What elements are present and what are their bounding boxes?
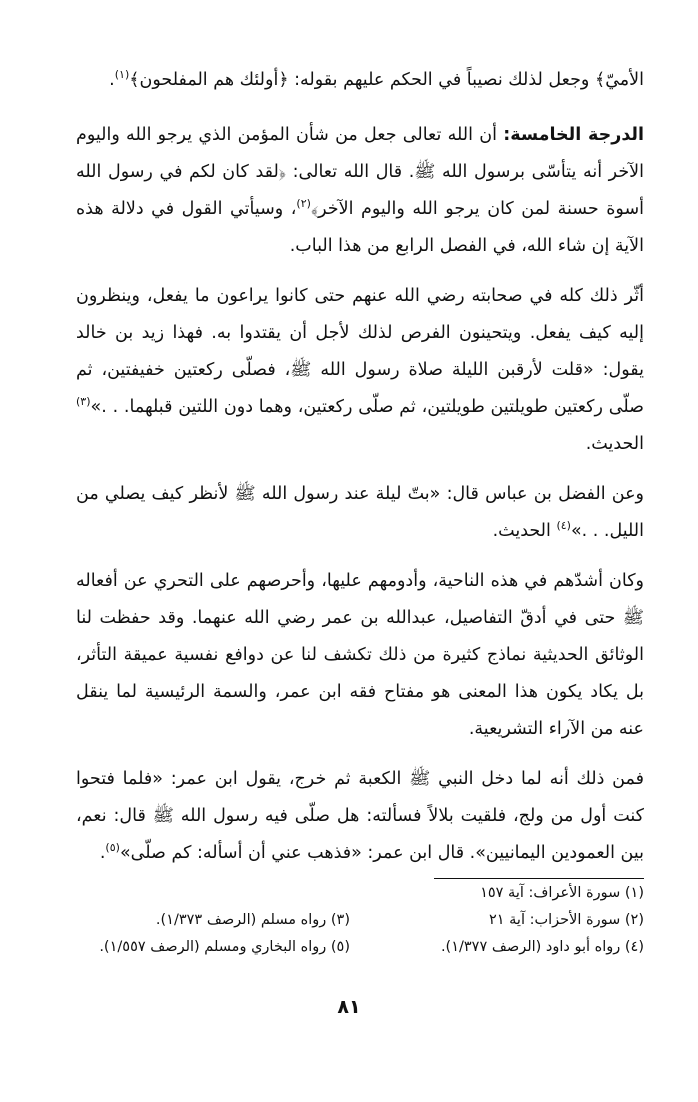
footnote-2: (٢) سورة الأحزاب: آية ٢١ [488, 912, 644, 928]
footnote-separator [434, 878, 644, 879]
paragraph-fifth-degree [76, 117, 644, 265]
paragraph-end: الحديث. [492, 521, 557, 541]
paragraph-end: . [109, 70, 115, 90]
paragraph-text: وعن الفضل بن عباس قال: «بتّ ليلة عند رسول الله ﷺ لأنظر كيف يصلي من الليل. . .» [76, 484, 644, 541]
paragraph-kaaba [76, 761, 644, 872]
footnote-1: (١) سورة الأعراف: آية ١٥٧ [480, 885, 644, 901]
paragraph-text: الأميّ﴾ وجعل لذلك نصيباً في الحكم عليهم بقوله: ﴿أولئك هم المفلحون﴾ [129, 70, 644, 90]
paragraph-text: أثّر ذلك كله في صحابته رضي الله عنهم حتى كانوا يراعون ما يفعل، وينظرون إليه كيف يفعل. ويتحينون الفرص لذلك لأجل أن يقتدوا به. فهذا زيد بن خالد يقول: «قلت لأرقبن الليلة صلاة رسول الله ﷺ، فصلّى ركعتين خفيفتين، ثم صلّى ركعتين طويلتين طويلتين، ثم صلّى ركعتين، وهما دون اللتين قبلهما. . .» [76, 286, 644, 417]
footnote-ref: (٣) [76, 395, 91, 409]
paragraph-end: . [99, 843, 106, 863]
footnote-5: (٥) رواه البخاري ومسلم (الرصف ١/٥٥٧). [99, 939, 350, 955]
footnote-ref: (٥) [105, 841, 120, 855]
footnote-empty [56, 885, 350, 912]
paragraph-end: الحديث. [585, 434, 644, 454]
footnote-ref: (٤) [556, 519, 571, 533]
paragraph-ibn-abbas [76, 476, 644, 550]
paragraph-companions [76, 278, 644, 463]
footnote-4: (٤) رواه أبو داود (الرصف ١/٣٧٧). [440, 939, 644, 955]
paragraph-text: أن الله تعالى جعل من شأن المؤمن الذي يرجو الله واليوم الآخر أنه يتأسّى برسول الله ﷺ. قال الله تعالى: ﴿لقد كان لكم في رسول الله أسوة حسنة لمن كان يرجو الله واليوم الآخر﴾ [76, 125, 644, 219]
footnote-ref: (٢) [296, 197, 311, 211]
page-number: ٨١ [337, 996, 361, 1018]
paragraph-continuation [76, 62, 644, 99]
footnote-3: (٣) رواه مسلم (الرصف ١/٣٧٣). [155, 912, 350, 928]
paragraph-ibn-umar [76, 563, 644, 748]
footnote-ref: (١) [114, 68, 130, 82]
paragraph-text: فمن ذلك أنه لما دخل النبي ﷺ الكعبة ثم خرج، يقول ابن عمر: «فلما فتحوا كنت أول من ولج، فلقيت بلالاً فسألته: هل صلّى فيه رسول الله ﷺ قال: نعم، بين العمودين اليمانيين». قال ابن عمر: «فذهب عني أن أسأله: كم صلّى» [76, 769, 644, 863]
section-lead: الدرجة الخامسة: [503, 125, 645, 145]
footnotes [56, 885, 644, 966]
paragraph-text: وكان أشدّهم في هذه الناحية، وأدومهم عليها، وأحرصهم على التحري عن أفعاله ﷺ حتى في أدقّ التفاصيل، عبدالله بن عمر رضي الله عنهما. وقد حفظت لنا الوثائق الحديثية نماذج كثيرة من ذلك تكشف لنا عن دوافع نفسية عميقة التأثر، بل يكاد يكون هذا المعنى هو مفتاح فقه ابن عمر، والسمة الرئيسية لما ينقل عنه من الآراء التشريعية. [76, 571, 644, 739]
main-text [76, 62, 644, 872]
paragraph-end: ، وسيأتي القول في دلالة هذه الآية إن شاء الله، في الفصل الرابع من هذا الباب. [76, 199, 644, 256]
